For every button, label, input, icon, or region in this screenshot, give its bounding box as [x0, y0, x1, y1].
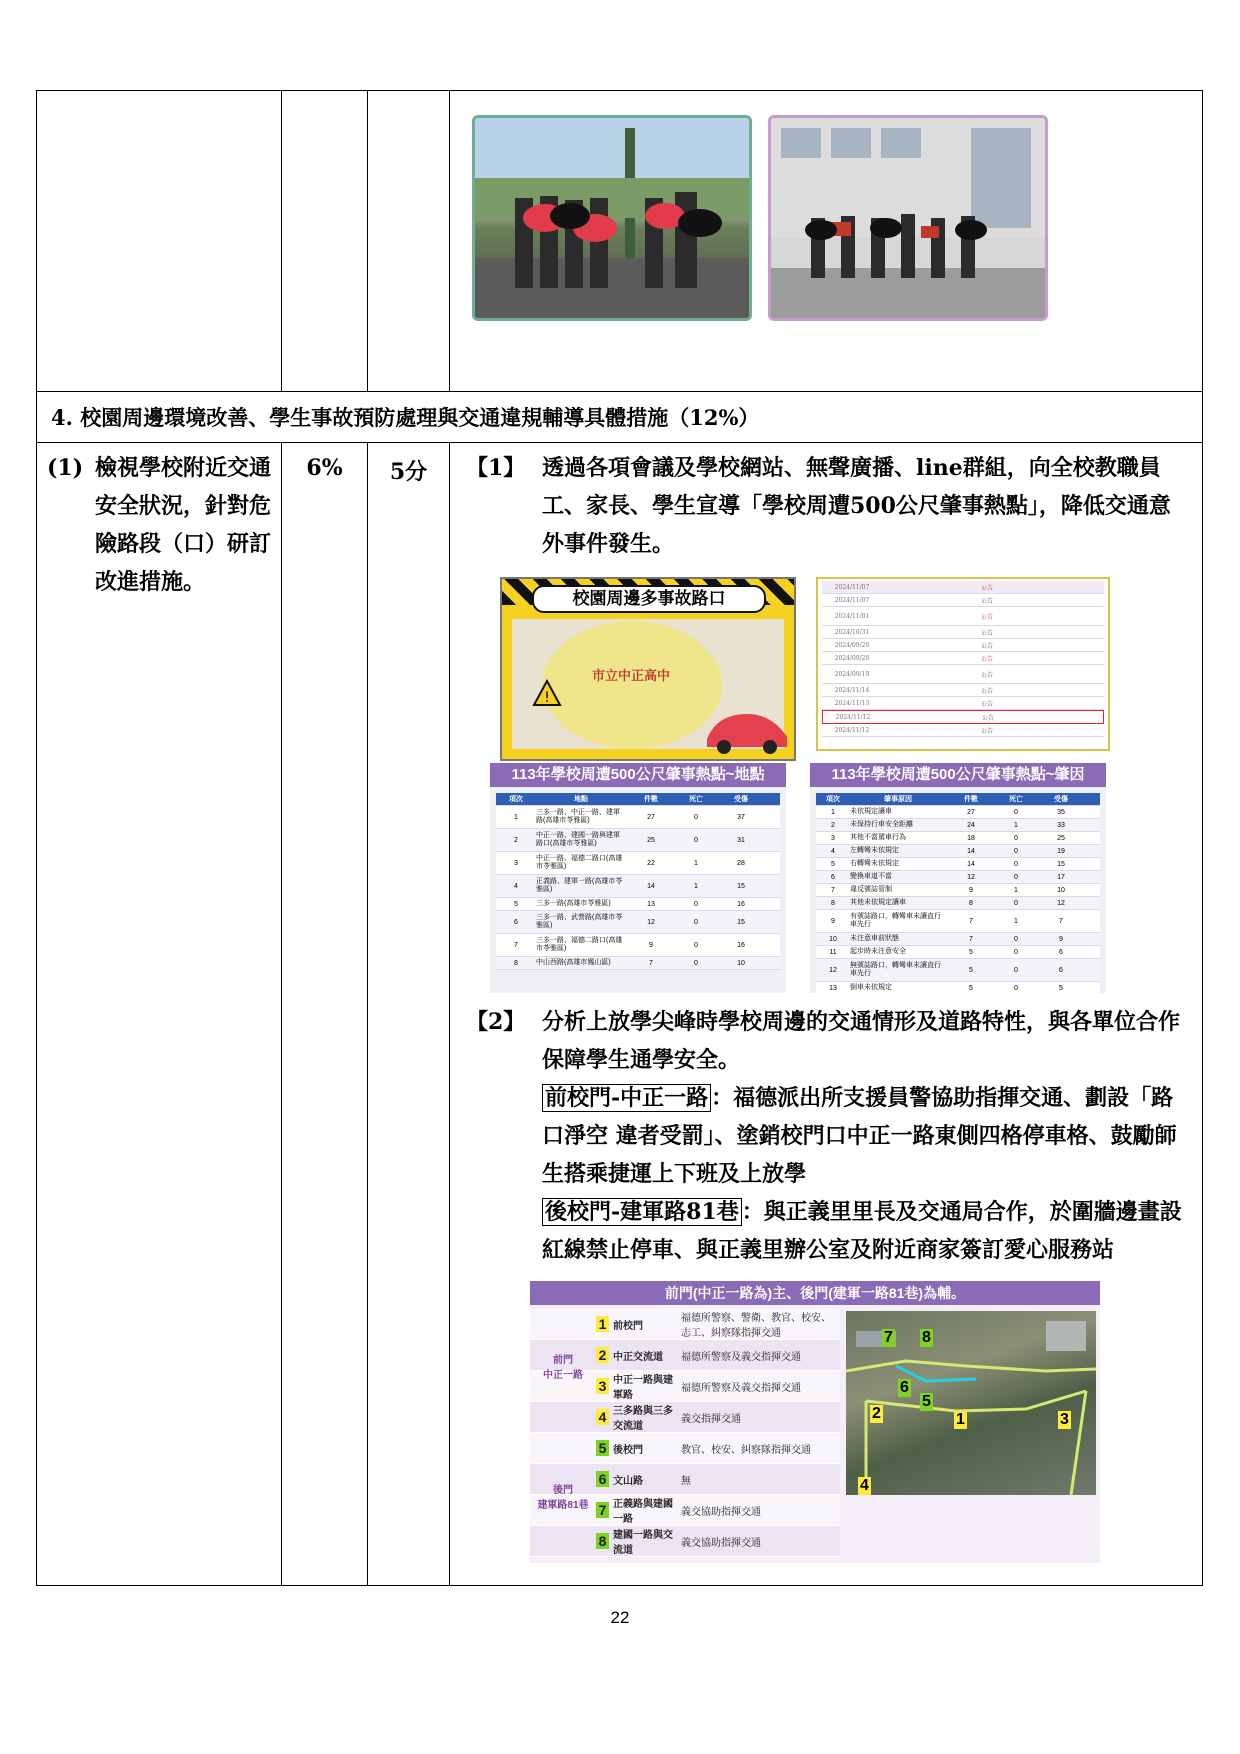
- cause-cell: 變換車道不當: [850, 873, 892, 880]
- cause-cell: 0: [1014, 834, 1018, 842]
- cause-cell: 5: [969, 966, 973, 974]
- location-row: [496, 806, 780, 829]
- cause-cell: 無號誌路口，轉彎車未讓直行車先行: [850, 962, 941, 977]
- cause-header-cell: 件數: [964, 796, 978, 803]
- cause-cell: 1: [831, 808, 835, 816]
- item-row: [37, 443, 1203, 1586]
- cause-cell: 7: [1059, 917, 1063, 925]
- location-cell: 2: [514, 836, 518, 844]
- section-row: [37, 392, 1203, 443]
- cause-cell: 14: [967, 860, 975, 868]
- cause-cell: 8: [969, 899, 973, 907]
- hotspot-figures: [460, 563, 1190, 1003]
- location-cell: 25: [647, 836, 655, 844]
- gate-row-duty: 無: [681, 1475, 691, 1487]
- photo-row: [37, 91, 1203, 392]
- cause-cell: 10: [1057, 886, 1065, 894]
- cause-cell: 其他不當駕車行為: [850, 834, 906, 841]
- location-cell: 3: [514, 859, 518, 867]
- back-gate-group: 後門 建軍路81巷: [537, 1485, 589, 1511]
- location-cell: 9: [649, 941, 653, 949]
- cause-cell: 0: [1014, 948, 1018, 956]
- front-gate-label: 前校門-中正一路: [542, 1084, 711, 1112]
- cause-cell: 2: [831, 821, 835, 829]
- cause-row: [816, 819, 1100, 832]
- location-cell: 中山西路(高雄市鳳山區): [536, 959, 611, 966]
- location-cell: 0: [694, 941, 698, 949]
- location-cell: 0: [694, 959, 698, 967]
- location-cell: 0: [694, 836, 698, 844]
- gate-row-number: 4: [596, 1409, 609, 1425]
- cause-cell: 7: [969, 935, 973, 943]
- cause-row: [816, 832, 1100, 845]
- measure-2-text: 分析上放學尖峰時學校周邊的交通情形及道路特性，與各單位合作保障學生通學安全。: [542, 1009, 1181, 1073]
- location-cell: 13: [647, 900, 655, 908]
- location-header-cell: 地點: [574, 796, 588, 803]
- map-marker-5: 5: [922, 1393, 931, 1410]
- cause-cell: 0: [1014, 860, 1018, 868]
- cause-cell: 0: [1014, 899, 1018, 907]
- gate-duty-figure: [530, 1281, 1100, 1563]
- location-cell: 0: [694, 813, 698, 821]
- cause-cell: 12: [829, 966, 837, 974]
- back-gate-label: 後校門-建軍路81巷: [542, 1198, 742, 1226]
- location-cell: 0: [694, 900, 698, 908]
- location-cell: 28: [737, 859, 745, 867]
- location-cell: 27: [647, 813, 655, 821]
- location-row: [496, 852, 780, 875]
- cause-cell: 1: [1014, 886, 1018, 894]
- cause-cell: 12: [967, 873, 975, 881]
- gate-row-place: 正義路與建國一路: [613, 1499, 673, 1525]
- cause-cell: 4: [831, 847, 835, 855]
- cause-cell: 0: [1014, 966, 1018, 974]
- gate-row-number: 2: [596, 1347, 609, 1363]
- location-cell: 31: [737, 836, 745, 844]
- gate-row-number: 6: [596, 1471, 609, 1487]
- cause-cell: 5: [969, 984, 973, 992]
- gate-row-number: 1: [596, 1316, 609, 1332]
- cause-cell: 5: [969, 948, 973, 956]
- website-announcement-list: 2024/11/07 公告 2024/11/07 公告 2024/11/01 公告 2024/10/31 公告 2024/09/20 公告 2024/09/20 公告 2024/09/19 公告 2024/11/14 公告 2024/11/13 公告 2024/11/12 公告 2024/11/12 公告: [816, 577, 1110, 751]
- cause-cell: 14: [967, 847, 975, 855]
- gate-row-duty: 教官、校安、糾察隊指揮交通: [681, 1444, 811, 1456]
- location-header-cell: 件數: [644, 796, 658, 803]
- gate-row-duty: 福德所警察、警衛、教官、校安、志工、糾察隊指揮交通: [681, 1313, 831, 1339]
- cause-cell: 7: [969, 917, 973, 925]
- accident-poster: [500, 577, 796, 761]
- location-cell: 6: [514, 918, 518, 926]
- location-cell: 12: [647, 918, 655, 926]
- gate-row-number: 8: [596, 1533, 609, 1549]
- hotspot-location-title: 113年學校周遭500公尺肇事熱點~地點: [490, 763, 786, 787]
- cause-cell: 5: [831, 860, 835, 868]
- cause-cell: 未注意車前狀態: [850, 935, 899, 942]
- gate-row-duty: 福德所警察及義交指揮交通: [681, 1351, 801, 1363]
- measure-1-text: 透過各項會議及學校網站、無聲廣播、line群組，向全校教職員工、家長、學生宣導「學校周遭500公尺肇事熱點」，降低交通意外事件發生。: [542, 455, 1171, 557]
- location-cell: 22: [647, 859, 655, 867]
- map-marker-6: 6: [900, 1379, 909, 1396]
- map-marker-7: 7: [884, 1329, 893, 1346]
- gate-row-number: 7: [596, 1502, 609, 1518]
- gate-row-duty: 義交協助指揮交通: [681, 1506, 761, 1518]
- cause-cell: 5: [1059, 984, 1063, 992]
- gate-row: [530, 1433, 840, 1464]
- cause-cell: 18: [967, 834, 975, 842]
- gate-row-place: 中正交流道: [613, 1351, 663, 1363]
- location-cell: 三多一路(高雄市苓雅區): [536, 900, 611, 907]
- back-gate-text: ：與正義里里長及交通局合作，於圍牆邊畫設紅線禁止停車、與正義里辦公室及附近商家簽訂愛心服務站: [542, 1199, 1182, 1263]
- location-cell: 37: [737, 813, 745, 821]
- location-cell: 5: [514, 900, 518, 908]
- measure-1-mark: 【1】: [466, 455, 526, 481]
- location-header: [496, 793, 780, 806]
- poster-school: 市立中正高中: [592, 668, 671, 683]
- gate-row: [530, 1526, 840, 1557]
- cause-row: [816, 858, 1100, 871]
- event-photo-left: [472, 115, 752, 321]
- measures-cell: [450, 443, 1203, 1586]
- map-marker-4: 4: [860, 1477, 869, 1494]
- section-title: 4. 校園周邊環境改善、學生事故預防處理與交通違規輔導具體措施（12%）: [37, 392, 1203, 443]
- map-marker-1: 1: [956, 1411, 965, 1428]
- cause-cell: 19: [1057, 847, 1065, 855]
- location-cell: 中正一路、建國一路與建軍路口(高雄市苓雅區): [536, 832, 620, 847]
- gate-row-duty: 義交協助指揮交通: [681, 1537, 761, 1549]
- location-cell: 中正一路、福德二路口(高雄市苓雅區): [536, 855, 623, 870]
- gate-row-place: 三多路與三多交流道: [613, 1406, 673, 1432]
- location-cell: 16: [737, 941, 745, 949]
- location-cell: 7: [649, 959, 653, 967]
- location-header-cell: 死亡: [689, 796, 703, 803]
- cause-cell: 0: [1014, 808, 1018, 816]
- cause-cell: 未依規定讓車: [850, 808, 892, 815]
- location-cell: 正義路、建軍一路(高雄市苓雅區): [536, 878, 623, 893]
- cause-cell: 33: [1057, 821, 1065, 829]
- location-cell: 0: [694, 918, 698, 926]
- gate-row: [530, 1309, 840, 1340]
- cause-header: [816, 793, 1100, 806]
- item-cell: [37, 443, 282, 1586]
- location-cell: 14: [647, 882, 655, 890]
- location-cell: 8: [514, 959, 518, 967]
- location-cell: 1: [514, 813, 518, 821]
- cause-cell: 27: [967, 808, 975, 816]
- cause-row: [816, 933, 1100, 946]
- cause-cell: 9: [1059, 935, 1063, 943]
- cause-cell: 25: [1057, 834, 1065, 842]
- event-photo-right: [768, 115, 1048, 321]
- location-cell: 7: [514, 941, 518, 949]
- cause-cell: 9: [969, 886, 973, 894]
- location-header-cell: 項次: [509, 796, 523, 803]
- gate-row-place: 建國一路與交流道: [613, 1530, 673, 1556]
- svg-text:!: !: [544, 690, 550, 706]
- item-description: 檢視學校附近交通安全狀況，針對危險路段（口）研訂改進措施。: [95, 455, 272, 595]
- location-cell: 三多一路、中正一路、建軍路(高雄市苓雅區): [536, 809, 620, 824]
- location-cell: 15: [737, 882, 745, 890]
- cause-cell: 11: [829, 948, 837, 956]
- satellite-map: [846, 1311, 1096, 1495]
- location-cell: 1: [694, 859, 698, 867]
- location-cell: 4: [514, 882, 518, 890]
- cause-cell: 倒車未依規定: [850, 984, 892, 991]
- front-gate-text: ：福德派出所支援員警協助指揮交通、劃設「路口淨空 違者受罰」、塗銷校門口中正一路東側四格停車格、鼓勵師生搭乘捷運上下班及上放學: [542, 1085, 1177, 1187]
- location-row: [496, 911, 780, 934]
- cause-row: [816, 959, 1100, 982]
- gate-table-title: 前門(中正一路為)主、後門(建軍一路81巷)為輔。: [530, 1281, 1100, 1305]
- cause-cell: 7: [831, 886, 835, 894]
- cause-cell: 其他未依規定讓車: [850, 899, 906, 906]
- cause-cell: 違反號誌管制: [850, 886, 892, 893]
- poster-title: 校園周邊多事故路口: [532, 585, 766, 613]
- cause-cell: 24: [967, 821, 975, 829]
- hotspot-cause-title: 113年學校周遭500公尺肇事熱點~肇因: [810, 763, 1106, 787]
- cause-cell: 8: [831, 899, 835, 907]
- location-cell: 10: [737, 959, 745, 967]
- page-number: 22: [610, 1608, 630, 1627]
- measure-1: [460, 449, 1190, 563]
- cause-cell: 10: [829, 935, 837, 943]
- evaluation-table: [36, 90, 1203, 1586]
- cause-row: [816, 884, 1100, 897]
- gate-row-number: 3: [596, 1378, 609, 1394]
- map-marker-2: 2: [872, 1405, 881, 1422]
- gate-row-duty: 義交指揮交通: [681, 1413, 741, 1425]
- location-row: [496, 957, 780, 970]
- location-cell: 15: [737, 918, 745, 926]
- measure-2-mark: 【2】: [466, 1009, 526, 1035]
- cause-cell: 1: [1014, 917, 1018, 925]
- cause-cell: 9: [831, 917, 835, 925]
- cause-cell: 12: [1057, 899, 1065, 907]
- location-cell: 三多一路、武營路(高雄市苓雅區): [536, 914, 623, 929]
- cause-cell: 6: [1059, 966, 1063, 974]
- cause-row: [816, 806, 1100, 819]
- cause-row: [816, 897, 1100, 910]
- measure-2: [460, 1003, 1190, 1269]
- cause-cell: 6: [831, 873, 835, 881]
- cause-cell: 6: [1059, 948, 1063, 956]
- cause-cell: 起步時未注意安全: [850, 948, 906, 955]
- hotspot-cause-table: [810, 763, 1106, 993]
- cause-cell: 左轉彎未依規定: [850, 847, 899, 854]
- location-row: [496, 898, 780, 911]
- cause-header-cell: 受傷: [1054, 796, 1068, 803]
- location-row: [496, 934, 780, 957]
- gate-row-place: 中正一路與建軍路: [613, 1375, 673, 1401]
- gate-row-number: 5: [596, 1440, 609, 1456]
- location-row: [496, 875, 780, 898]
- cause-cell: 0: [1014, 847, 1018, 855]
- gate-row-place: 前校門: [613, 1320, 643, 1332]
- location-header-cell: 受傷: [734, 796, 748, 803]
- cause-header-cell: 項次: [826, 796, 840, 803]
- cause-row: [816, 982, 1100, 993]
- item-number: (1): [47, 455, 84, 481]
- location-cell: 16: [737, 900, 745, 908]
- cause-cell: 0: [1014, 935, 1018, 943]
- location-row: [496, 829, 780, 852]
- gate-row-duty: 福德所警察及義交指揮交通: [681, 1382, 801, 1394]
- location-cell: 1: [694, 882, 698, 890]
- cause-cell: 3: [831, 834, 835, 842]
- front-gate-group: 前門 中正一路: [543, 1355, 583, 1381]
- cause-row: [816, 845, 1100, 858]
- cause-cell: 17: [1057, 873, 1065, 881]
- map-marker-3: 3: [1060, 1411, 1069, 1428]
- cause-cell: 有號誌路口，轉彎車未讓直行車先行: [850, 913, 941, 928]
- cause-header-cell: 肇事原因: [884, 796, 912, 803]
- cause-row: [816, 946, 1100, 959]
- cause-cell: 0: [1014, 984, 1018, 992]
- cause-cell: 1: [1014, 821, 1018, 829]
- gate-row-place: 後校門: [613, 1444, 643, 1456]
- cause-cell: 13: [829, 984, 837, 992]
- cause-cell: 未保持行車安全距離: [850, 821, 913, 828]
- gate-row: [530, 1402, 840, 1433]
- cause-row: [816, 871, 1100, 884]
- cause-cell: 35: [1057, 808, 1065, 816]
- item-score: 5分: [368, 443, 450, 1586]
- hotspot-location-table: [490, 763, 786, 993]
- location-cell: 三多一路、福德二路口(高雄市苓雅區): [536, 937, 623, 952]
- gate-row-place: 文山路: [613, 1475, 643, 1487]
- map-marker-8: 8: [922, 1329, 931, 1346]
- cause-cell: 15: [1057, 860, 1065, 868]
- cause-cell: 右轉彎未依規定: [850, 860, 899, 867]
- item-weight: 6%: [282, 443, 368, 1586]
- cause-row: [816, 910, 1100, 933]
- cause-header-cell: 死亡: [1009, 796, 1023, 803]
- cause-cell: 0: [1014, 873, 1018, 881]
